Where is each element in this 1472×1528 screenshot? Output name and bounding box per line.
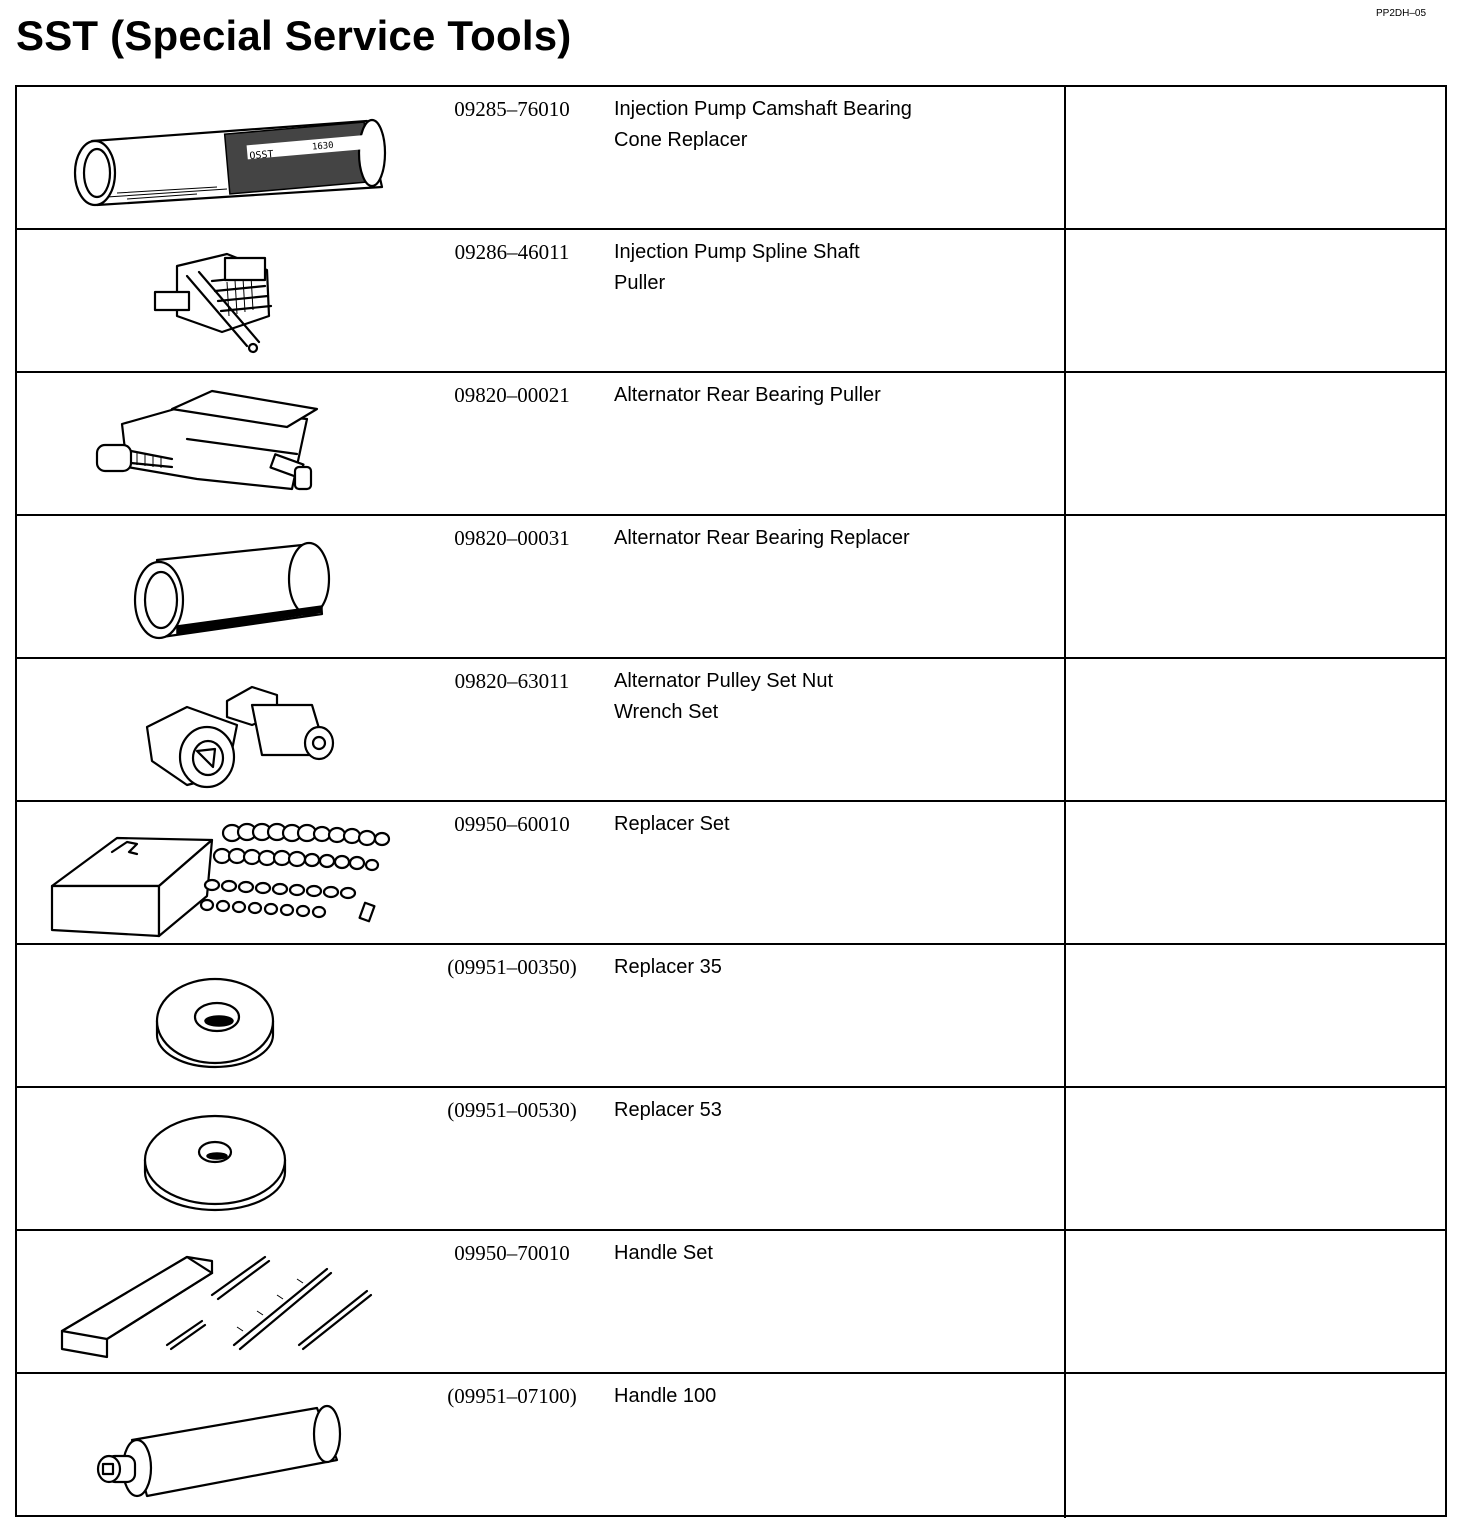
table-row xyxy=(17,373,1445,516)
table-row xyxy=(17,1231,1445,1374)
illustration-reference-cell xyxy=(1066,230,1445,371)
table-row xyxy=(17,1374,1445,1518)
illustration-reference-cell xyxy=(1066,373,1445,514)
document-code: PP2DH–05 xyxy=(1376,8,1427,19)
table-row xyxy=(17,659,1445,802)
tool-name: Alternator Rear Bearing Puller xyxy=(614,384,881,406)
part-number: 09950–70010 xyxy=(454,1241,570,1265)
part-number: (09951–00350) xyxy=(447,955,577,979)
tool-name: Injection Pump Spline Shaft Puller xyxy=(614,241,860,294)
tool-stamp: OSST xyxy=(249,149,275,163)
sst-table xyxy=(15,85,1447,1517)
tool-name: Alternator Pulley Set Nut Wrench Set xyxy=(614,670,833,723)
part-number: (09951–00530) xyxy=(447,1098,577,1122)
part-number: 09950–60010 xyxy=(454,812,570,836)
illustration-reference-cell xyxy=(1066,87,1445,228)
part-number: 09286–46011 xyxy=(454,240,570,264)
tool-name: Replacer 53 xyxy=(614,1099,722,1121)
handle-set-icon xyxy=(37,1237,417,1365)
bearing-puller-icon xyxy=(37,379,417,507)
part-number: 09285–76010 xyxy=(454,97,570,121)
part-number: 09820–00021 xyxy=(454,383,570,407)
table-row xyxy=(17,230,1445,373)
illustration-reference-cell xyxy=(1066,659,1445,800)
page-title: SST (Special Service Tools) xyxy=(16,12,572,59)
tool-name: Handle 100 xyxy=(614,1385,717,1407)
table-row xyxy=(17,1088,1445,1231)
table-row xyxy=(17,87,1445,230)
table-row xyxy=(17,802,1445,945)
tool-name: Handle Set xyxy=(614,1242,713,1264)
tool-name: Replacer Set xyxy=(614,813,730,835)
spline-shaft-puller-icon xyxy=(37,236,417,364)
replacer-disc-53-icon xyxy=(37,1094,417,1222)
part-number: (09951–07100) xyxy=(447,1384,577,1408)
tool-name: Replacer 35 xyxy=(614,956,722,978)
part-number: 09820–63011 xyxy=(454,669,570,693)
illustration-reference-cell xyxy=(1066,1088,1445,1229)
illustration-reference-cell xyxy=(1066,1231,1445,1372)
illustration-reference-cell xyxy=(1066,802,1445,943)
table-row xyxy=(17,945,1445,1088)
tool-name: Alternator Rear Bearing Replacer xyxy=(614,527,910,549)
bearing-cone-replacer-icon xyxy=(37,93,417,221)
illustration-reference-cell xyxy=(1066,516,1445,657)
part-number: 09820–00031 xyxy=(454,526,570,550)
illustration-reference-cell xyxy=(1066,1374,1445,1518)
nut-wrench-set-icon xyxy=(37,665,417,793)
tool-stamp: 1630 xyxy=(311,140,335,153)
table-row xyxy=(17,516,1445,659)
replacer-disc-35-icon xyxy=(37,951,417,1079)
replacer-set-case-icon xyxy=(37,808,417,936)
handle-100-icon xyxy=(37,1380,417,1508)
illustration-reference-cell xyxy=(1066,945,1445,1086)
tool-name: Injection Pump Camshaft Bearing Cone Replacer xyxy=(614,98,912,151)
bearing-replacer-tube-icon xyxy=(37,522,417,650)
